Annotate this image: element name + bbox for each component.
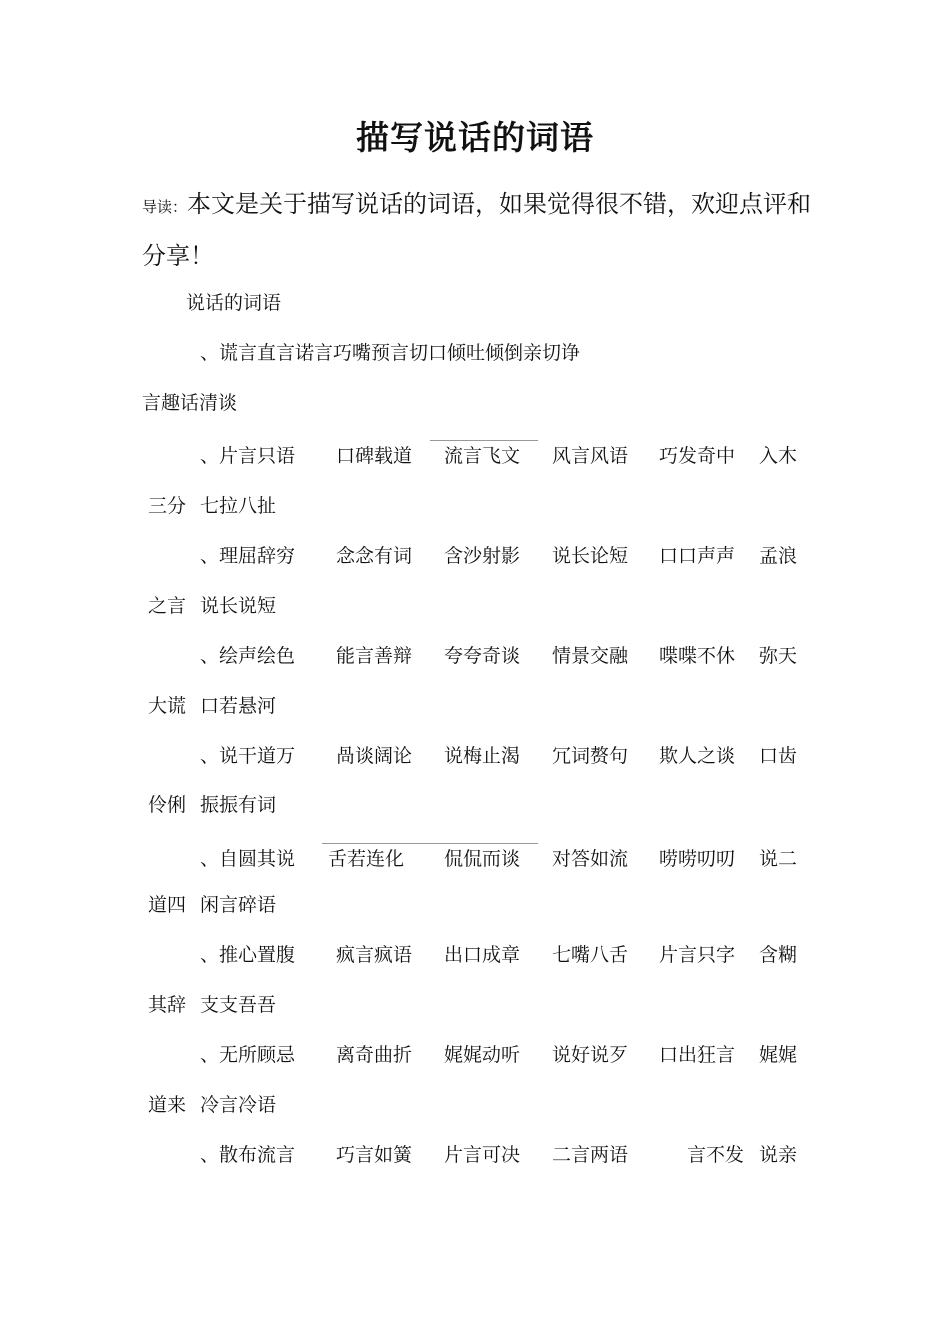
word-item: 巧发奇中: [659, 445, 736, 467]
word-item: 七拉八扯: [200, 495, 277, 517]
word-item: 风言风语: [552, 445, 629, 467]
word-row: [200, 940, 810, 970]
word-item: 夸夸奇谈: [444, 645, 521, 667]
first-line: 、谎言直言诺言巧嘴预言切口倾吐倾倒亲切诤: [200, 342, 581, 364]
word-item: 咼谈阔论: [336, 745, 413, 767]
underline-rule: [430, 440, 538, 441]
word-item: 片言可决: [444, 1144, 521, 1166]
word-row: [200, 1140, 810, 1170]
word-item: 冗词赘句: [552, 745, 629, 767]
word-item: 大谎: [148, 695, 187, 717]
word-item: 疯言疯语: [336, 944, 413, 966]
word-row-continuation: [148, 790, 290, 820]
intro-paragraph: [142, 180, 812, 281]
word-item: 支支吾吾: [200, 994, 277, 1016]
word-item: 口碑载道: [336, 445, 413, 467]
word-item: 言不发: [687, 1144, 745, 1166]
word-item: 说长论短: [552, 545, 629, 567]
word-item: 含糊: [759, 944, 798, 966]
word-item: 、自圆其说: [200, 848, 296, 870]
word-item: 道四: [148, 894, 187, 916]
word-row-continuation: [148, 591, 290, 621]
page-title: 描写说话的词语: [356, 118, 594, 157]
word-item: 、说干道万: [200, 745, 296, 767]
word-item: 离奇曲折: [336, 1044, 413, 1066]
word-item: 说长说短: [200, 595, 277, 617]
word-item: 之言: [148, 595, 187, 617]
word-item: 巧言如簧: [336, 1144, 413, 1166]
word-row-continuation: [148, 691, 290, 721]
word-row-continuation: [148, 890, 290, 920]
word-item: 口齿: [759, 745, 798, 767]
word-item: 、推心置腹: [200, 944, 296, 966]
word-row-continuation: [148, 491, 290, 521]
word-item: 侃侃而谈: [444, 848, 521, 870]
word-row-continuation: [148, 1090, 290, 1120]
word-item: 孟浪: [759, 545, 798, 567]
word-item: 出口成章: [444, 944, 521, 966]
word-item: 七嘴八舌: [552, 944, 629, 966]
word-item: 冷言冷语: [200, 1094, 277, 1116]
word-row: [200, 541, 810, 571]
word-item: 入木: [759, 445, 798, 467]
word-item: 情景交融: [552, 645, 629, 667]
word-row: [200, 441, 810, 471]
word-row: [200, 844, 810, 874]
word-item: 说亲: [759, 1144, 798, 1166]
section-heading: 说话的词语: [186, 292, 282, 314]
word-item: 闲言碎语: [200, 894, 277, 916]
word-item: 、片言只语: [200, 445, 296, 467]
word-row: [200, 741, 810, 771]
word-item: 二言两语: [552, 1144, 629, 1166]
word-item: 片言只字: [659, 944, 736, 966]
word-item: 唠唠叨叨: [659, 848, 736, 870]
word-row-continuation: [148, 990, 290, 1020]
word-row: [200, 641, 810, 671]
word-item: 流言飞文: [444, 445, 521, 467]
word-item: 伶俐: [148, 794, 187, 816]
word-item: 对答如流: [552, 848, 629, 870]
word-item: 口出狂言: [659, 1044, 736, 1066]
word-item: 其辞: [148, 994, 187, 1016]
underline-rule: [322, 843, 538, 844]
word-item: 说好说歹: [552, 1044, 629, 1066]
word-item: 能言善辩: [336, 645, 413, 667]
word-item: 弥天: [759, 645, 798, 667]
word-item: 口口声声: [659, 545, 736, 567]
intro-lead: 导读：: [142, 198, 188, 216]
word-item: 欺人之谈: [659, 745, 736, 767]
word-item: 娓娓动听: [444, 1044, 521, 1066]
word-item: 振振有词: [200, 794, 277, 816]
word-item: 道来: [148, 1094, 187, 1116]
word-item: 口若悬河: [200, 695, 277, 717]
word-item: 含沙射影: [444, 545, 521, 567]
word-item: 念念有词: [336, 545, 413, 567]
word-item: 、理屈辞穷: [200, 545, 296, 567]
word-item: 三分: [148, 495, 187, 517]
word-row: [200, 1040, 810, 1070]
word-item: 、绘声绘色: [200, 645, 296, 667]
word-item: 说梅止渴: [444, 745, 521, 767]
first-line-continuation: 言趣话清谈: [142, 392, 238, 414]
intro-text: 本文是关于描写说话的词语，如果觉得很不错，欢迎点评和分享！: [142, 190, 812, 270]
word-item: 娓娓: [759, 1044, 798, 1066]
word-item: 说二: [759, 848, 798, 870]
word-item: 舌若连化: [328, 848, 405, 870]
word-item: 喋喋不休: [659, 645, 736, 667]
word-item: 、无所顾忌: [200, 1044, 296, 1066]
word-item: 、散布流言: [200, 1144, 296, 1166]
